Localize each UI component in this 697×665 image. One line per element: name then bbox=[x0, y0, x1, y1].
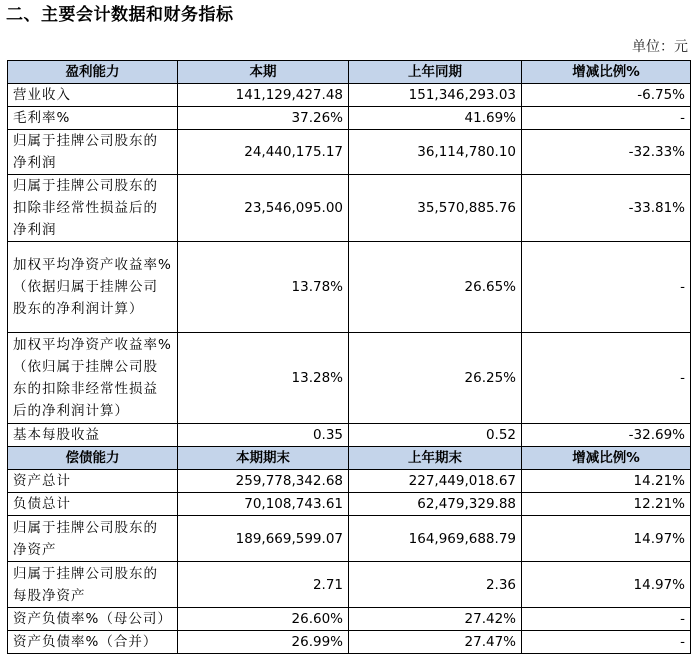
current-value: 23,546,095.00 bbox=[178, 175, 349, 242]
change-value: - bbox=[522, 631, 691, 654]
table-row bbox=[8, 562, 691, 608]
previous-value: 0.52 bbox=[349, 424, 522, 447]
previous-value: 27.42% bbox=[349, 608, 522, 631]
previous-value: 164,969,688.79 bbox=[349, 516, 522, 562]
row-label: 归属于挂牌公司股东的扣除非经常性损益后的净利润 bbox=[8, 175, 178, 242]
previous-value: 227,449,018.67 bbox=[349, 470, 522, 493]
change-value: 14.21% bbox=[522, 470, 691, 493]
change-value: 14.97% bbox=[522, 516, 691, 562]
row-label: 归属于挂牌公司股东的每股净资产 bbox=[8, 562, 178, 608]
change-value: -33.81% bbox=[522, 175, 691, 242]
change-value: - bbox=[522, 107, 691, 130]
table-row bbox=[8, 242, 691, 333]
previous-value: 2.36 bbox=[349, 562, 522, 608]
current-value: 259,778,342.68 bbox=[178, 470, 349, 493]
previous-value: 26.25% bbox=[349, 333, 522, 424]
current-value: 26.99% bbox=[178, 631, 349, 654]
page-title: 二、主要会计数据和财务指标 bbox=[6, 5, 234, 25]
unit-label: 单位：元 bbox=[632, 39, 688, 55]
table-row bbox=[8, 333, 691, 424]
header-cell: 增减比例% bbox=[522, 61, 691, 84]
previous-value: 26.65% bbox=[349, 242, 522, 333]
row-label: 资产总计 bbox=[8, 470, 178, 493]
table-row bbox=[8, 130, 691, 175]
row-label: 加权平均净资产收益率%（依据归属于挂牌公司股东的净利润计算） bbox=[8, 242, 178, 333]
change-value: - bbox=[522, 333, 691, 424]
row-label: 归属于挂牌公司股东的净资产 bbox=[8, 516, 178, 562]
header-cell: 偿债能力 bbox=[8, 447, 178, 470]
header-cell: 本期 bbox=[178, 61, 349, 84]
table-row bbox=[8, 608, 691, 631]
header-cell: 上年同期 bbox=[349, 61, 522, 84]
current-value: 141,129,427.48 bbox=[178, 84, 349, 107]
current-value: 70,108,743.61 bbox=[178, 493, 349, 516]
table-row bbox=[8, 424, 691, 447]
solvency-header-row bbox=[8, 447, 691, 470]
profit-header-row bbox=[8, 61, 691, 84]
table-row bbox=[8, 175, 691, 242]
financial-indicators-table bbox=[7, 60, 691, 654]
current-value: 189,669,599.07 bbox=[178, 516, 349, 562]
table-row bbox=[8, 470, 691, 493]
row-label: 营业收入 bbox=[8, 84, 178, 107]
current-value: 0.35 bbox=[178, 424, 349, 447]
current-value: 26.60% bbox=[178, 608, 349, 631]
previous-value: 62,479,329.88 bbox=[349, 493, 522, 516]
row-label: 归属于挂牌公司股东的净利润 bbox=[8, 130, 178, 175]
row-label: 资产负债率%（母公司） bbox=[8, 608, 178, 631]
previous-value: 27.47% bbox=[349, 631, 522, 654]
current-value: 13.78% bbox=[178, 242, 349, 333]
table-row bbox=[8, 493, 691, 516]
table-row bbox=[8, 516, 691, 562]
header-cell: 增减比例% bbox=[522, 447, 691, 470]
row-label: 基本每股收益 bbox=[8, 424, 178, 447]
current-value: 2.71 bbox=[178, 562, 349, 608]
current-value: 24,440,175.17 bbox=[178, 130, 349, 175]
row-label: 加权平均净资产收益率%（依归属于挂牌公司股东的扣除非经常性损益后的净利润计算） bbox=[8, 333, 178, 424]
row-label: 负债总计 bbox=[8, 493, 178, 516]
table-row bbox=[8, 631, 691, 654]
header-cell: 上年期末 bbox=[349, 447, 522, 470]
change-value: 14.97% bbox=[522, 562, 691, 608]
change-value: -32.33% bbox=[522, 130, 691, 175]
current-value: 13.28% bbox=[178, 333, 349, 424]
header-cell: 本期期末 bbox=[178, 447, 349, 470]
previous-value: 36,114,780.10 bbox=[349, 130, 522, 175]
row-label: 资产负债率%（合并） bbox=[8, 631, 178, 654]
change-value: -32.69% bbox=[522, 424, 691, 447]
previous-value: 41.69% bbox=[349, 107, 522, 130]
change-value: - bbox=[522, 242, 691, 333]
table-row bbox=[8, 84, 691, 107]
change-value: -6.75% bbox=[522, 84, 691, 107]
table-row bbox=[8, 107, 691, 130]
current-value: 37.26% bbox=[178, 107, 349, 130]
change-value: 12.21% bbox=[522, 493, 691, 516]
row-label: 毛利率% bbox=[8, 107, 178, 130]
previous-value: 151,346,293.03 bbox=[349, 84, 522, 107]
previous-value: 35,570,885.76 bbox=[349, 175, 522, 242]
header-cell: 盈利能力 bbox=[8, 61, 178, 84]
change-value: - bbox=[522, 608, 691, 631]
